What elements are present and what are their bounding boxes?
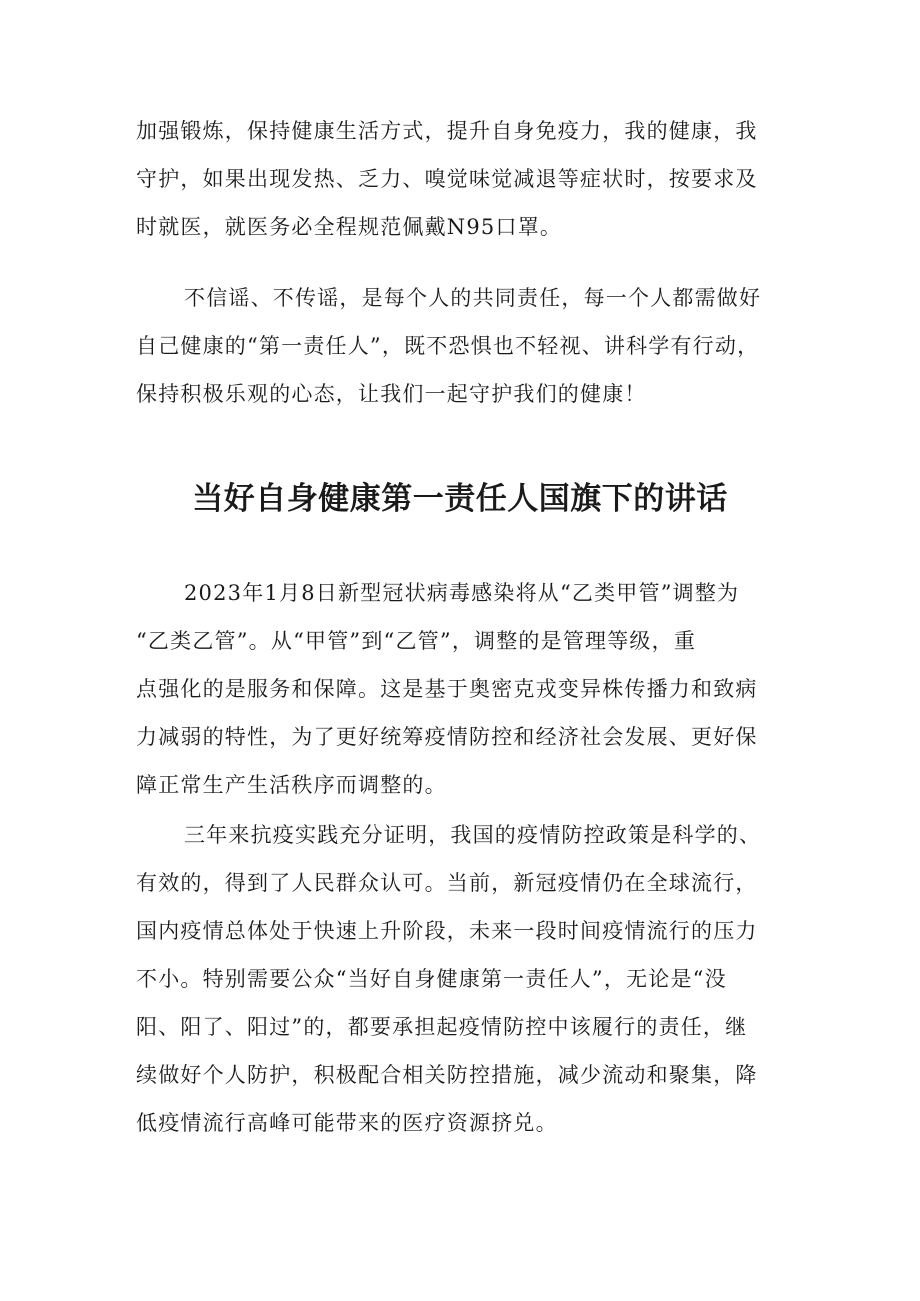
text-line: 守护，如果出现发热、乏力、嗅觉味觉减退等症状时，按要求及 [136, 167, 758, 191]
text-line: 时就医，就医务必全程规范佩戴N95口罩。 [136, 215, 563, 239]
text-line: 保持积极乐观的心态，让我们一起守护我们的健康！ [136, 382, 647, 406]
text-line: 力减弱的特性，为了更好统筹疫情防控和经济社会发展、更好保 [136, 725, 758, 749]
text-line: “乙类乙管”。从“甲管”到“乙管”，调整的是管理等级，重 [136, 629, 697, 653]
text-line: 国内疫情总体处于快速上升阶段，未来一段时间疫情流行的压力 [136, 919, 758, 943]
text-line: 点强化的是服务和保障。这是基于奥密克戎变异株传播力和致病 [136, 677, 758, 701]
text-line: 有效的，得到了人民群众认可。当前，新冠疫情仍在全球流行， [136, 871, 758, 895]
text-line: 2023年1月8日新型冠状病毒感染将从“乙类甲管”调整为 [184, 581, 740, 605]
text-line: 加强锻炼，保持健康生活方式，提升自身免疫力，我的健康，我 [136, 119, 758, 143]
text-line: 自己健康的“第一责任人”，既不恐惧也不轻视、讲科学有行动， [136, 334, 760, 358]
text-line: 三年来抗疫实践充分证明，我国的疫情防控政策是科学的、 [184, 823, 762, 847]
text-line: 不小。特别需要公众“当好自身健康第一责任人”，无论是“没 [136, 967, 727, 991]
text-line: 障正常生产生活秩序而调整的。 [136, 773, 447, 797]
text-line: 阳、阳了、阳过”的，都要承担起疫情防控中该履行的责任，继 [136, 1015, 748, 1039]
article-title: 当好自身健康第一责任人国旗下的讲话 [192, 481, 728, 517]
text-line: 不信谣、不传谣，是每个人的共同责任，每一个人都需做好 [184, 286, 762, 310]
text-line: 低疫情流行高峰可能带来的医疗资源挤兑。 [136, 1111, 558, 1135]
text-line: 续做好个人防护，积极配合相关防控措施，减少流动和聚集，降 [136, 1063, 758, 1087]
